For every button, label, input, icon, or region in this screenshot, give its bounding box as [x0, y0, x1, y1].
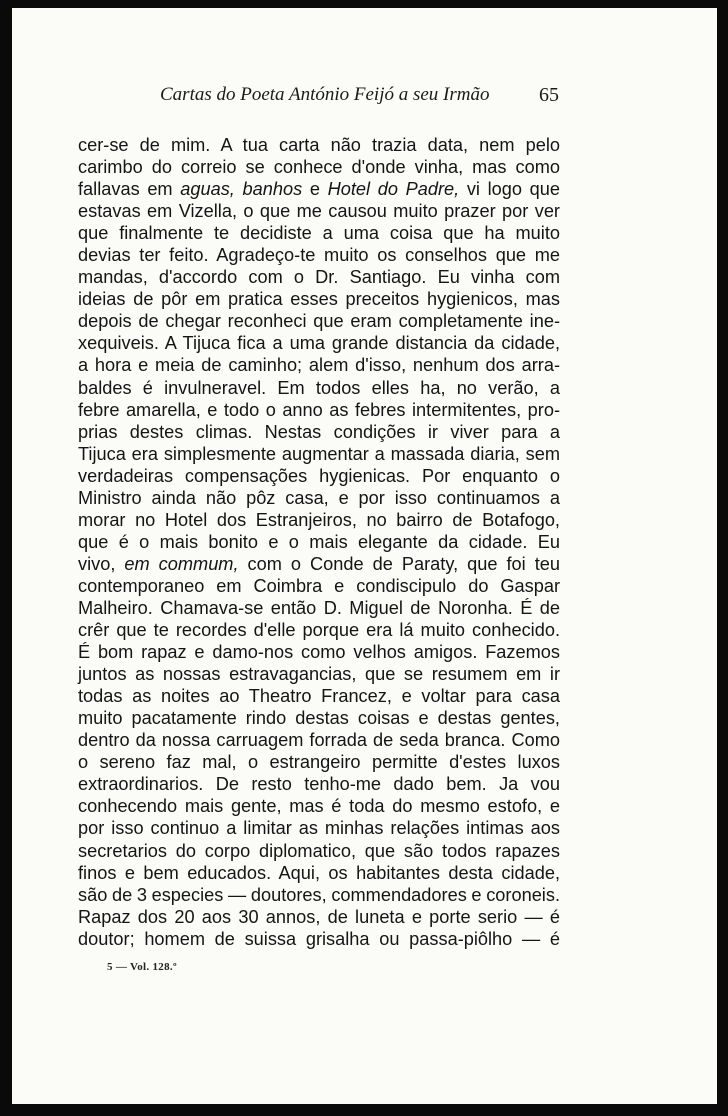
text-segment: por isso continuo a limitar as minhas relações intimas aos [78, 818, 560, 839]
text-segment: estavas em Vizella, o que me causou muito prazer por ver [78, 201, 560, 222]
text-segment: muito pacatamente rindo destas coisas e destas gentes, [78, 708, 560, 729]
text-line [78, 332, 560, 354]
text-segment: contemporaneo em Coimbra e condiscipulo do Gaspar [78, 575, 560, 596]
running-title: Cartas do Poeta António Feijó a seu Irmão [160, 84, 490, 105]
text-line [78, 288, 560, 310]
text-segment: juntos as nossas estravagancias, que se resumem em ir [78, 664, 560, 685]
text-line [78, 200, 560, 222]
text-segment: Rapaz dos 20 aos 30 annos, de luneta e porte serio — é [78, 906, 560, 927]
text-line [78, 685, 560, 707]
text-segment: xequiveis. A Tijuca fica a uma grande distancia da cidade, [78, 333, 560, 354]
text-line [78, 773, 560, 795]
text-line [78, 553, 560, 575]
text-line [78, 134, 560, 156]
text-segment: vi logo que [459, 179, 560, 200]
text-line [78, 310, 560, 332]
text-line [78, 421, 560, 443]
text-line [78, 840, 560, 862]
book-page [12, 8, 717, 1104]
text-segment: todas as noites ao Theatro Francez, e voltar para casa [78, 686, 560, 707]
text-line [78, 597, 560, 619]
text-segment: doutor; homem de suissa grisalha ou passa-piôlho — é [78, 928, 560, 949]
text-segment: com o Conde de Paraty, que foi teu [238, 553, 560, 574]
text-line [78, 354, 560, 376]
text-segment: o sereno faz mal, o estrangeiro permitte d'estes luxos [78, 752, 560, 773]
text-segment: prias destes climas. Nestas condições ir viver para a [78, 421, 560, 442]
italic-text: em commum, [124, 553, 239, 574]
text-line [78, 487, 560, 509]
text-line [78, 465, 560, 487]
text-segment: secretarios do corpo diplomatico, que são todos rapazes [78, 840, 560, 861]
text-segment: extraordinarios. De resto tenho-me dado bem. Ja vou [78, 774, 560, 795]
text-segment: Malheiro. Chamava-se então D. Miguel de Noronha. É de [78, 597, 560, 618]
text-segment: Ministro ainda não pôz casa, e por isso continuamos a [78, 487, 560, 508]
text-line [78, 906, 560, 928]
text-line [78, 729, 560, 751]
text-line [78, 928, 560, 950]
text-segment: vivo, [78, 553, 125, 574]
text-segment: carimbo do correio se conhece d'onde vinha, mas como [78, 157, 560, 178]
text-segment: ideias de pôr em pratica esses preceitos hygienicos, mas [78, 289, 560, 310]
text-segment: morar no Hotel dos Estranjeiros, no bairro de Botafogo, [78, 509, 560, 530]
text-line [78, 178, 560, 200]
text-segment: a hora e meia de caminho; alem d'isso, nenhum dos arra- [78, 355, 560, 376]
text-segment: Tijuca era simplesmente augmentar a massada diaria, sem [78, 443, 560, 464]
text-line [78, 377, 560, 399]
text-segment: cer-se de mim. A tua carta não trazia data, nem pelo [78, 135, 560, 155]
text-line [78, 244, 560, 266]
text-line [78, 751, 560, 773]
text-line [78, 707, 560, 729]
text-line [78, 399, 560, 421]
text-line [78, 509, 560, 531]
page-number: 65 [539, 84, 559, 106]
text-segment: finos e bem educados. Aqui, os habitantes desta cidade, [78, 862, 560, 883]
text-line [78, 817, 560, 839]
text-line [78, 443, 560, 465]
text-line [78, 795, 560, 817]
text-line [78, 663, 560, 685]
text-line [78, 862, 560, 884]
text-line [78, 575, 560, 597]
text-segment: verdadeiras compensações hygienicas. Por enquanto o [78, 465, 560, 486]
printer-signature: 5 — Vol. 128.º [107, 961, 177, 973]
text-line [78, 619, 560, 641]
text-segment: fallavas em [78, 179, 181, 200]
text-segment: mandas, d'accordo com o Dr. Santiago. Eu vinha com [78, 267, 560, 288]
text-line [78, 531, 560, 553]
text-segment: depois de chegar reconheci que eram completamente ine- [78, 311, 560, 332]
text-segment: são de 3 especies — doutores, commendadores e coroneis. [78, 884, 560, 905]
text-segment: É bom rapaz e damo-nos como velhos amigos. Fazemos [78, 642, 560, 663]
text-segment: que é o mais bonito e o mais elegante da cidade. Eu [78, 531, 560, 552]
italic-text: aguas, banhos [180, 179, 303, 200]
text-segment: crêr que te recordes d'elle porque era lá muito conhecido. [78, 620, 560, 641]
text-line [78, 156, 560, 178]
text-line [78, 884, 560, 906]
text-segment: febre amarella, e todo o anno as febres intermitentes, pro- [78, 399, 560, 420]
text-segment: dentro da nossa carruagem forrada de seda branca. Como [78, 730, 560, 751]
text-segment: baldes é invulneravel. Em todos elles ha, no verão, a [78, 377, 560, 398]
text-segment: conhecendo mais gente, mas é toda do mesmo estofo, e [78, 796, 560, 817]
body-text [78, 134, 560, 950]
page-header [12, 84, 717, 114]
text-segment: devias ter feito. Agradeço-te muito os conselhos que me [78, 245, 560, 266]
text-segment: e [302, 179, 328, 200]
text-segment: que finalmente te decidiste a uma coisa que ha muito [78, 223, 560, 244]
text-line [78, 266, 560, 288]
text-line [78, 641, 560, 663]
italic-text: Hotel do Padre, [327, 179, 460, 200]
text-line [78, 222, 560, 244]
